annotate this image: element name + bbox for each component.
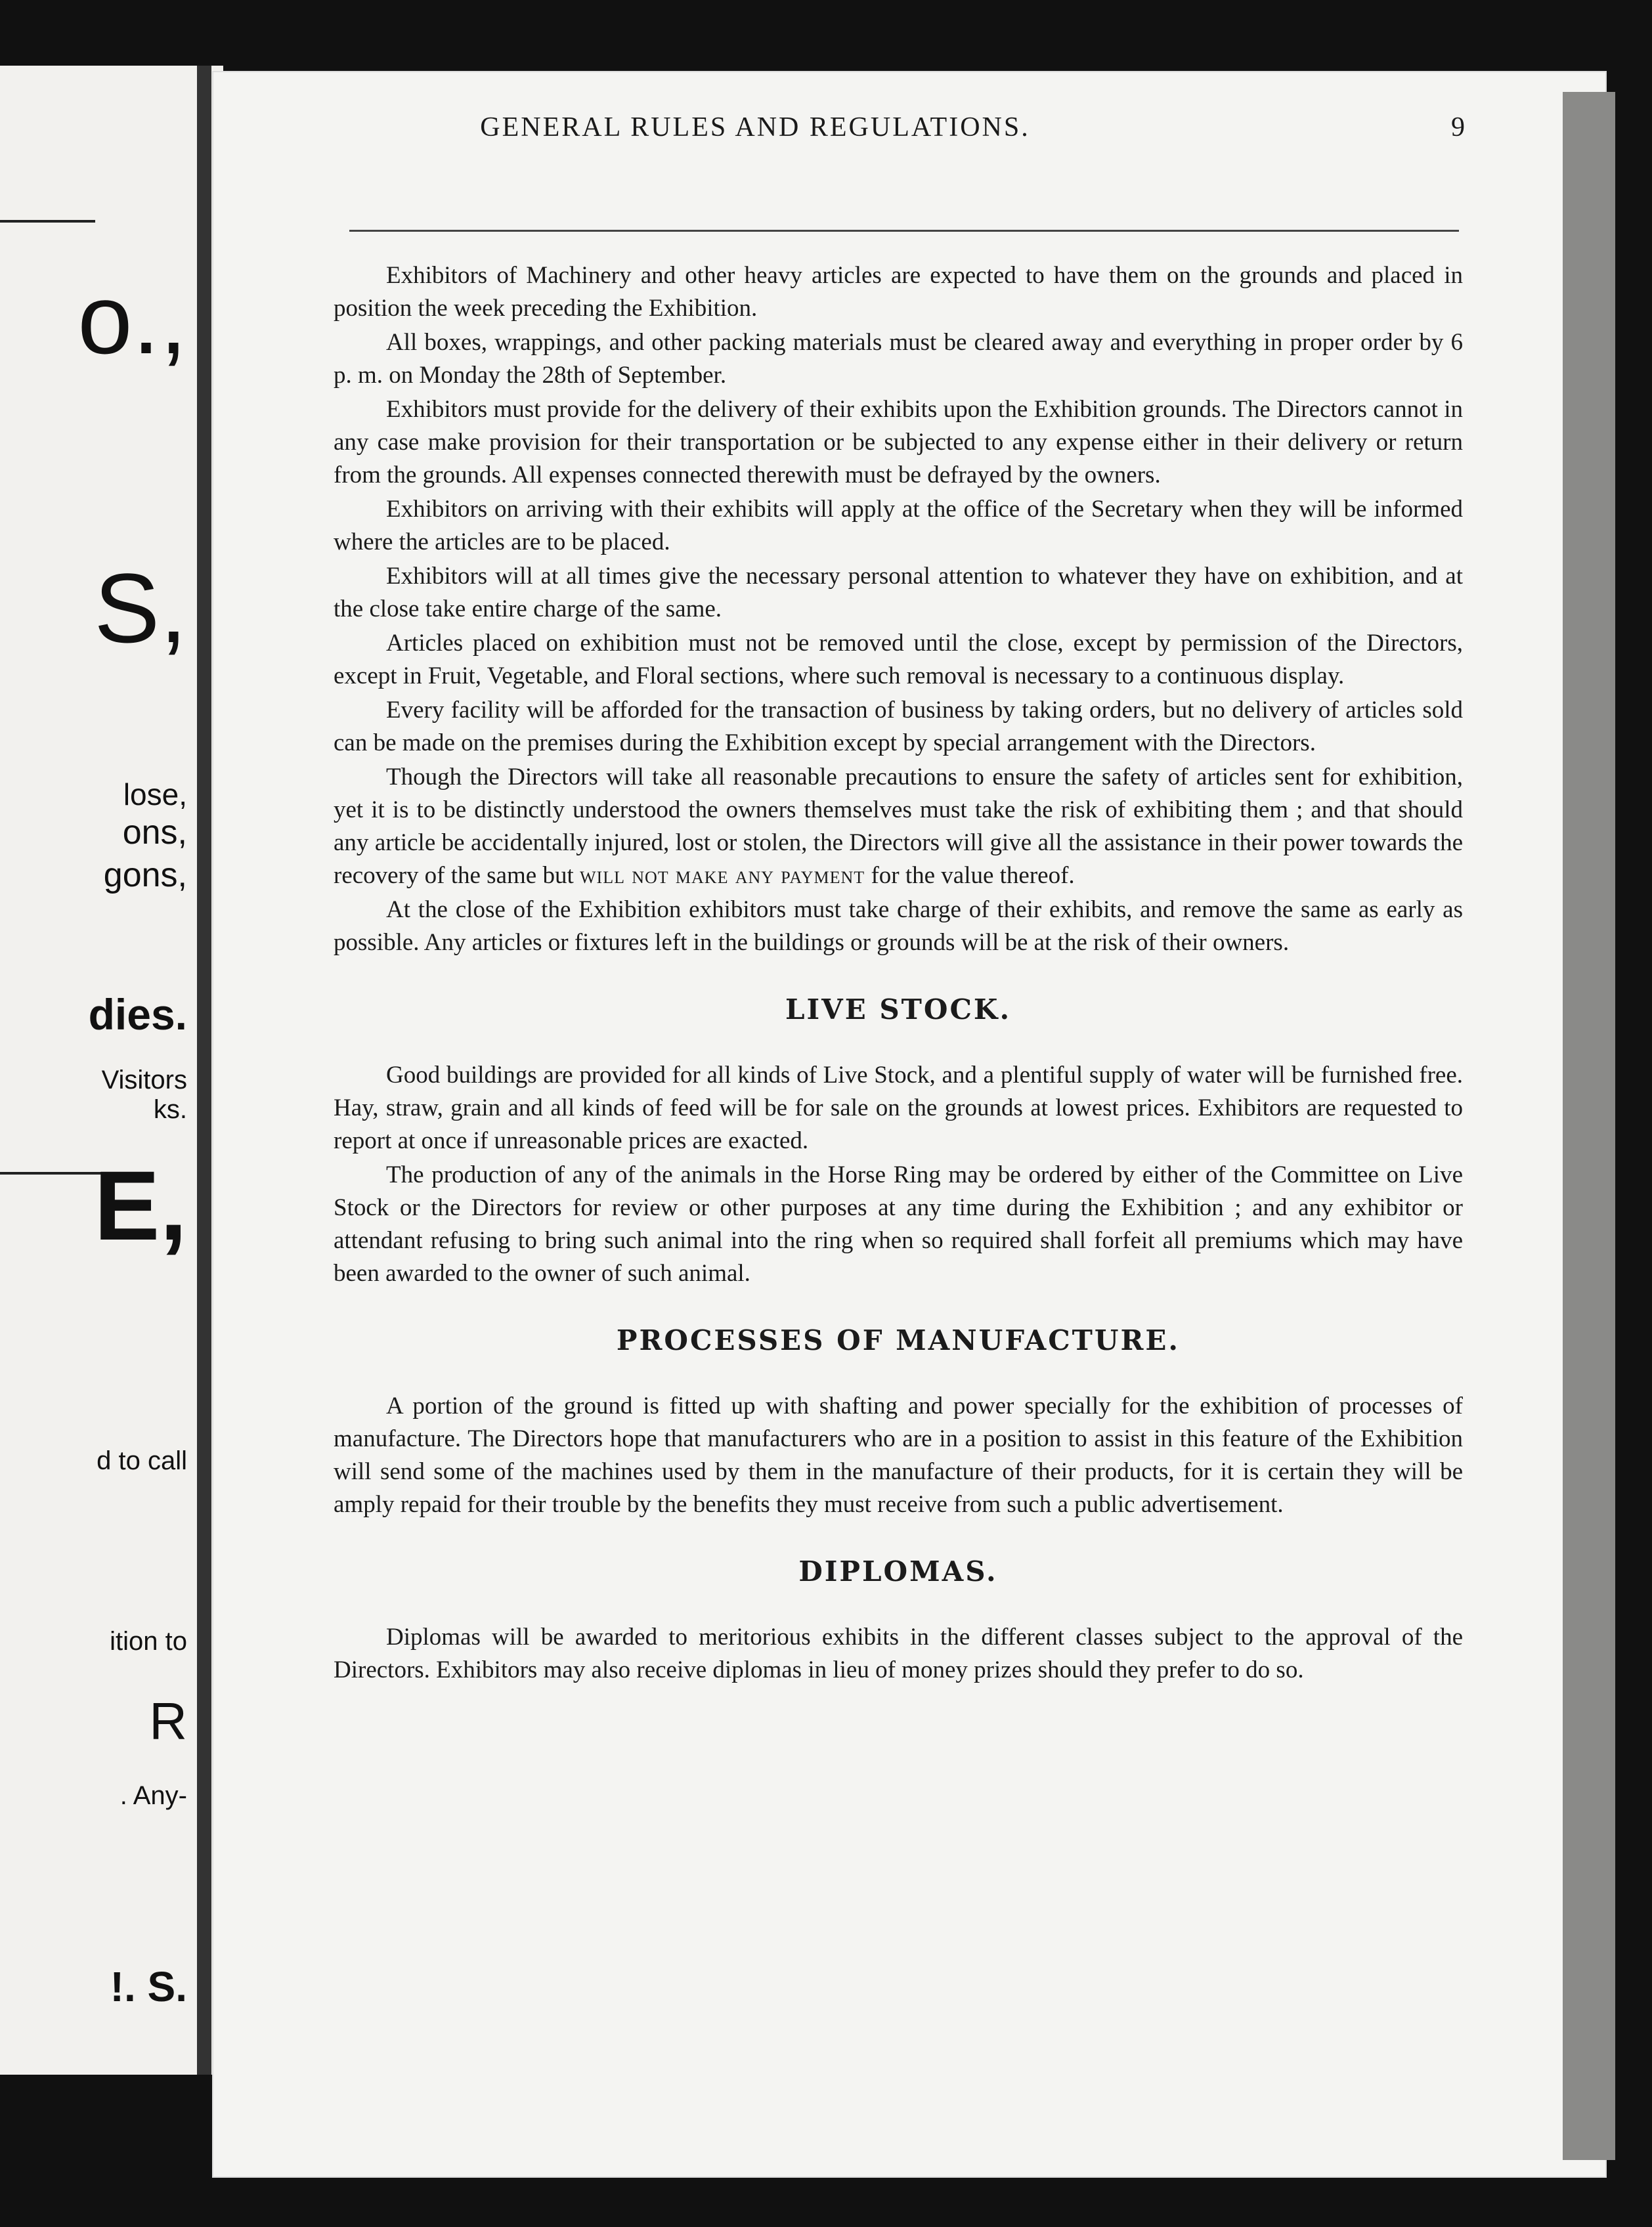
left-fragment-frag-visitors: Visitors [101, 1066, 187, 1094]
rule-paragraph: Exhibitors must provide for the delivery of their exhibits upon the Exhibition grounds. The Directors cannot in any case make provision for their transportation or be subjected to any expense either in their delivery or return from the grounds. All expenses connected therewith must be defrayed by the owners. [334, 396, 1463, 488]
rule-paragraph: Exhibitors on arriving with their exhibits will apply at the office of the Secretary when they will be informed where the articles are to be placed. [334, 496, 1463, 555]
running-title: GENERAL RULES AND REGULATIONS. [480, 112, 1030, 142]
left-page-rule-mid [0, 1172, 102, 1175]
left-fragment-frag-any: . Any- [120, 1781, 187, 1810]
close-paragraph: At the close of the Exhibition exhibitors must take charge of their exhibits, and remove the same as early as possible. Any articles or fixtures left in the buildings or grounds will be at the risk of their owners. [334, 896, 1463, 956]
rule-paragraph: Exhibitors of Machinery and other heavy articles are expected to have them on the grounds and placed in position the week preceding the Exhibition. [334, 262, 1463, 322]
left-fragment-frag-ons: ons, [122, 813, 187, 852]
diplomas-paragraph: Diplomas will be awarded to meritorious exhibits in the different classes subject to the approval of the Directors. Exhibitors may also receive diplomas in lieu of money prizes should they prefer to do so. [334, 1624, 1463, 1683]
no-payment-emphasis: will not make any payment [580, 862, 865, 889]
safety-text-after: for the value thereof. [871, 862, 1075, 889]
left-fragment-frag-itionto: ition to [110, 1627, 187, 1656]
live-stock-paragraph: Good buildings are provided for all kinds of Live Stock, and a plentiful supply of water will be furnished free. Hay, straw, grain and all kinds of feed will be for sale on the grounds at lowest prices. Exhibitors are requested to report at once if unreasonable prices are exacted. [334, 1062, 1463, 1154]
rule-paragraph: Articles placed on exhibition must not be removed until the close, except by permission of the Directors, except in Fruit, Vegetable, and Floral sections, where such removal is necessary to a continuous display. [334, 630, 1463, 689]
manufacture-heading: PROCESSES OF MANUFACTURE. [616, 1324, 1181, 1356]
rule-paragraph: All boxes, wrappings, and other packing materials must be cleared away and everything in proper order by 6 p. m. on Monday the 28th of September. [334, 329, 1463, 389]
page-body [334, 259, 1463, 1688]
live-stock-paragraph: The production of any of the animals in the Horse Ring may be ordered by either of the Committee on Live Stock or the Directors for review or other purposes at any time during the Exhibition ; and any exhibitor or attendant refusing to bring such animal into the ring when so required shall forfeit all premiums which may have been awarded to the owner of such animal. [334, 1161, 1463, 1287]
rule-paragraph: Exhibitors will at all times give the necessary personal attention to whatever they have on exhibition, and at the close take entire charge of the same. [334, 563, 1463, 622]
manufacture-paragraph: A portion of the ground is fitted up with shafting and power specially for the exhibition of processes of manufacture. The Directors hope that manufacturers who are in a position to assist in this feature of the Exhibition will send some of the machines used by them in the manufacture of their products, for it is certain they will be amply repaid for their trouble by the benefits they must receive from such a public advertisement. [334, 1393, 1463, 1518]
left-fragment-frag-ks: ks. [153, 1095, 187, 1124]
left-fragment-frag-s: S, [94, 553, 187, 663]
previous-page-edge [0, 66, 223, 2075]
left-fragment-frag-ls: !. S. [110, 1962, 187, 2010]
left-fragment-frag-tocall: d to call [97, 1446, 187, 1475]
page-stack-edge [1563, 92, 1615, 2160]
diplomas-heading: DIPLOMAS. [798, 1555, 998, 1588]
left-fragment-frag-o: o., [77, 264, 187, 374]
left-fragment-frag-lose: lose, [123, 777, 187, 812]
rule-paragraph: Every facility will be afforded for the transaction of business by taking orders, but no delivery of articles sold can be made on the premises during the Exhibition except by special arrangement with the Directors. [334, 697, 1463, 756]
book-spine [197, 66, 211, 2075]
page-header [348, 112, 1464, 164]
safety-paragraph [334, 761, 1463, 892]
left-fragment-frag-r: R [149, 1692, 187, 1750]
left-fragment-frag-gons: gons, [103, 856, 187, 895]
live-stock-heading: LIVE STOCK. [785, 993, 1012, 1026]
safety-text-before: Though the Directors will take all reasonable precautions to ensure the safety of articles sent for exhibition, yet it is to be distinctly understood the owners themselves must take the risk of exhibiting them ; and that should any article be accidentally injured, lost or stolen, the Directors will give all the assistance in their power towards the recovery of the same but [334, 764, 1463, 889]
left-page-rule-top [0, 220, 95, 223]
page-number: 9 [1451, 112, 1465, 142]
header-rule [349, 230, 1459, 232]
left-fragment-frag-dies: dies. [88, 990, 187, 1039]
left-fragment-frag-e: E, [94, 1150, 187, 1261]
